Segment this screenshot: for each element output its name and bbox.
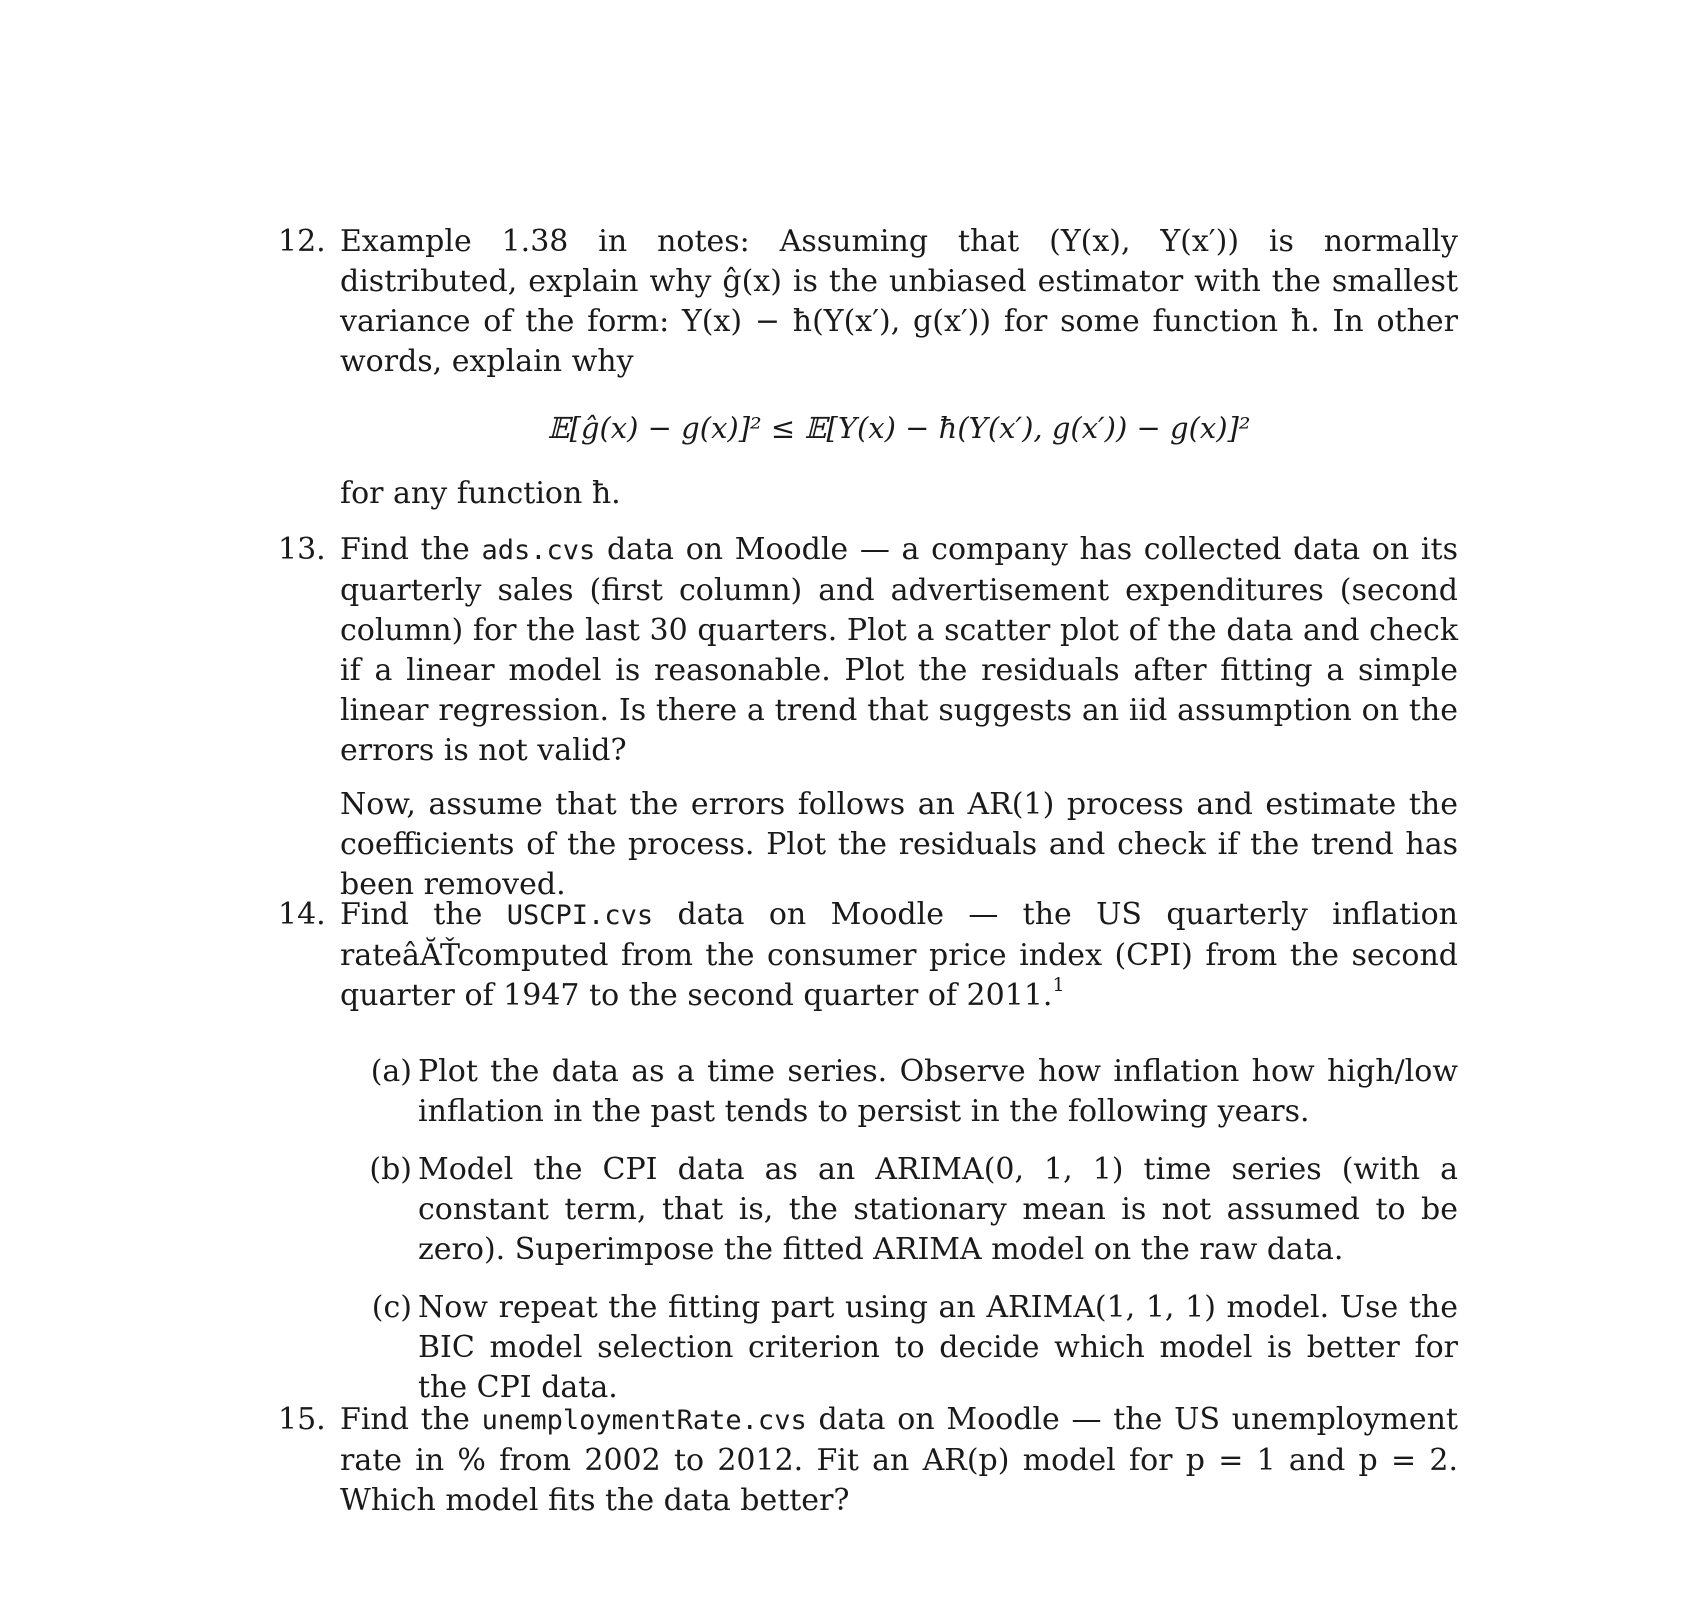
question-text: Find the USCPI.cvs data on Moodle — the US quarterly inflation rateâĂŤcomputed from the consumer price index (CPI) from the second quarter of 1947 to the second quarter of 2011.$^1$	[340, 897, 1458, 1013]
question-text: Find the ads.cvs data on Moodle — a company has collected data on its quarterly sales (first column) and advertisement expenditures (second column) for the last 30 quarters. Plot a scatter plot of the data and check if a linear model is reasonable. Plot the residuals after fitting a simple linear regression. Is there a trend that suggests an iid assumption on the errors is not valid?	[340, 532, 1458, 768]
footnote-mark: 1	[1052, 974, 1065, 996]
question-12	[278, 222, 1458, 514]
question-15	[278, 1400, 1458, 1521]
question-number: 13.	[278, 532, 326, 567]
filename: unemploymentRate.cvs	[481, 1405, 807, 1436]
question-14	[278, 895, 1458, 1408]
question-text-after: for any function ħ.	[340, 476, 621, 511]
question-text: Find the unemploymentRate.cvs data on Moodle — the US unemployment rate in % from 2002 to 2012. Fit an AR(p) model for p = 1 and p = 2. Which model fits the data better?	[340, 1402, 1458, 1518]
subquestion-label: (b)	[369, 1152, 412, 1187]
display-equation: 𝔼[ĝ(x) − g(x)]² ≤ 𝔼[Y(x) − ħ(Y(x′), g(x′)) − g(x)]²	[547, 411, 1251, 445]
subquestion-a	[370, 1052, 1458, 1132]
subquestion-label: (a)	[370, 1054, 412, 1089]
subquestion-text: Now repeat the fitting part using an ARIMA(1, 1, 1) model. Use the BIC model selection criterion to decide which model is better for the CPI data.	[418, 1290, 1458, 1405]
subquestion-c	[371, 1288, 1458, 1408]
question-paragraph-2: Now, assume that the errors follows an AR(1) process and estimate the coefficients of the process. Plot the residuals and check if the trend has been removed.	[340, 787, 1458, 902]
subquestion-label: (c)	[371, 1290, 412, 1325]
question-number: 12.	[278, 224, 326, 259]
question-number: 15.	[278, 1402, 326, 1437]
filename: ads.cvs	[481, 535, 596, 566]
subquestion-b	[369, 1150, 1458, 1270]
subquestion-text: Plot the data as a time series. Observe how inflation how high/low inflation in the past tends to persist in the following years.	[418, 1054, 1458, 1129]
question-number: 14.	[278, 897, 326, 932]
question-13	[278, 530, 1458, 905]
subquestion-text: Model the CPI data as an ARIMA(0, 1, 1) time series (with a constant term, that is, the stationary mean is not assumed to be zero). Superimpose the fitted ARIMA model on the raw data.	[418, 1152, 1458, 1267]
filename: USCPI.cvs	[506, 900, 654, 931]
question-text: Example 1.38 in notes: Assuming that (Y(x), Y(x′)) is normally distributed, explain why ĝ(x) is the unbiased estimator with the smallest variance of the form: Y(x) − ħ(Y(x′), g(x′)) for some function ħ. In other words, explain why	[340, 224, 1458, 379]
